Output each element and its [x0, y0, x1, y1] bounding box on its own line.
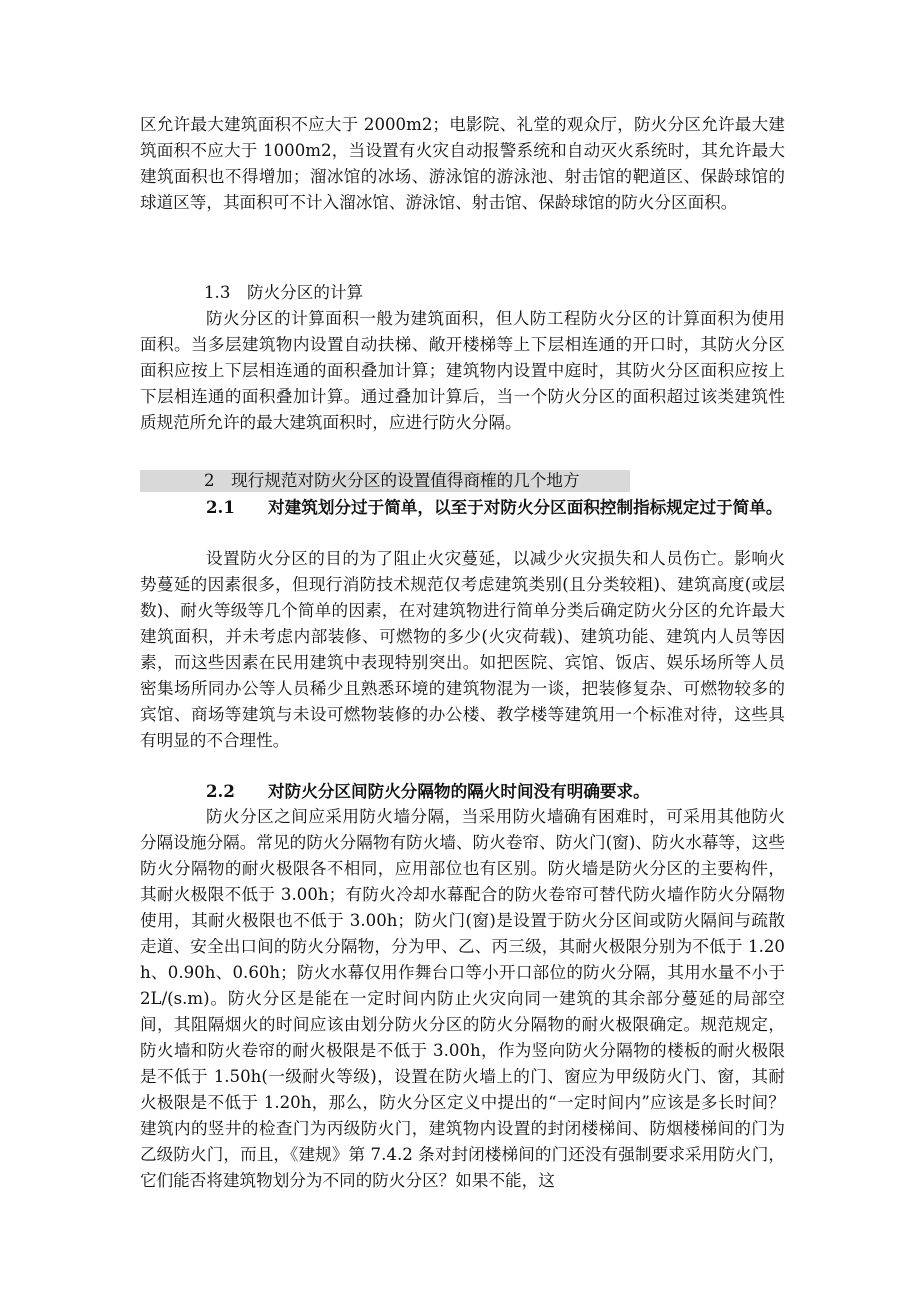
paragraph-2-1: 设置防火分区的目的为了阻止火灾蔓延，以减少火灾损失和人员伤亡。影响火势蔓延的因素很多，但现行消防技术规范仅考虑建筑类别(且分类较粗)、建筑高度(或层数)、耐火等级等几个简单的因素，在对建筑物进行简单分类后确定防火分区的允许最大建筑面积，并未考虑内部装修、可燃物的多少(火灾荷载)、建筑功能、建筑内人员等因素，而这些因素在民用建筑中表现特别突出。如把医院、宾馆、饭店、娱乐场所等人员密集场所同办公等人员稀少且熟悉环境的建筑物混为一谈，把装修复杂、可燃物较多的宾馆、商场等建筑与未设可燃物装修的办公楼、教学楼等建筑用一个标准对待，这些具有明显的不合理性。	[140, 549, 785, 750]
paragraph-1-3: 防火分区的计算面积一般为建筑面积，但人防工程防火分区的计算面积为使用面积。当多层建筑物内设置自动扶梯、敞开楼梯等上下层相连通的开口时，其防火分区面积应按上下层相连通的面积叠加计算；建筑物内设置中庭时，其防火分区面积应按上下层相连通的面积叠加计算。通过叠加计算后，当一个防火分区的面积超过该类建筑性质规范所允许的最大建筑面积时，应进行防火分隔。	[140, 309, 785, 432]
heading-2: 2 现行规范对防火分区的设置值得商榷的几个地方	[204, 471, 580, 490]
heading-1-3: 1.3 防火分区的计算	[204, 283, 364, 302]
paragraph-2-2: 防火分区之间应采用防火墙分隔，当采用防火墙确有困难时，可采用其他防火分隔设施分隔。常见的防火分隔物有防火墙、防火卷帘、防火门(窗)、防火水幕等，这些防火分隔物的耐火极限各不相同，应用部位也有区别。防火墙是防火分区的主要构件，其耐火极限不低于 3.00h；有防火冷却水幕配合的防火卷帘可替代防火墙作防火分隔物使用，其耐火极限也不低于 3.00h；防火门(窗)是设置于防火分区间或防火隔间与疏散走道、安全出口间的防火分隔物，分为甲、乙、丙三级，其耐火极限分别为不低于 1.20h、0.90h、0.60h；防火水幕仅用作舞台口等小开口部位的防火分隔，其用水量不小于 2L/(s.m)。防火分区是能在一定时间内防止火灾向同一建筑的其余部分蔓延的局部空间，其阻隔烟火的时间应该由划分防火分区的防火分隔物的耐火极限确定。规范规定，防火墙和防火卷帘的耐火极限是不低于 3.00h，作为竖向防火分隔物的楼板的耐火极限是不低于 1.50h(一级耐火等级)，设置在防火墙上的门、窗应为甲级防火门、窗，其耐火极限是不低于 1.20h，那么，防火分区定义中提出的“一定时间内”应该是多长时间？建筑内的竖井的检查门为丙级防火门，建筑物内设置的封闭楼梯间、防烟楼梯间的门为乙级防火门，而且，《建规》第 7.4.2 条对封闭楼梯间的门还没有强制要求采用防火门，它们能否将建筑物划分为不同的防火分区？如果不能，这	[140, 807, 785, 1190]
paragraph-intro: 区允许最大建筑面积不应大于 2000m2；电影院、礼堂的观众厅，防火分区允许最大建筑面积不应大于 1000m2，当设置有火灾自动报警系统和自动灭火系统时，其允许最大建筑面积也不得增加；溜冰馆的冰场、游泳馆的游泳池、射击馆的靶道区、保龄球馆的球道区等，其面积可不计入溜冰馆、游泳馆、射击馆、保龄球馆的防火分区面积。	[140, 115, 785, 212]
heading-2-1: 2.1 对建筑划分过于简单，以至于对防火分区面积控制指标规定过于简单。	[206, 497, 783, 517]
heading-2-2: 2.2 对防火分区间防火分隔物的隔火时间没有明确要求。	[206, 781, 650, 801]
